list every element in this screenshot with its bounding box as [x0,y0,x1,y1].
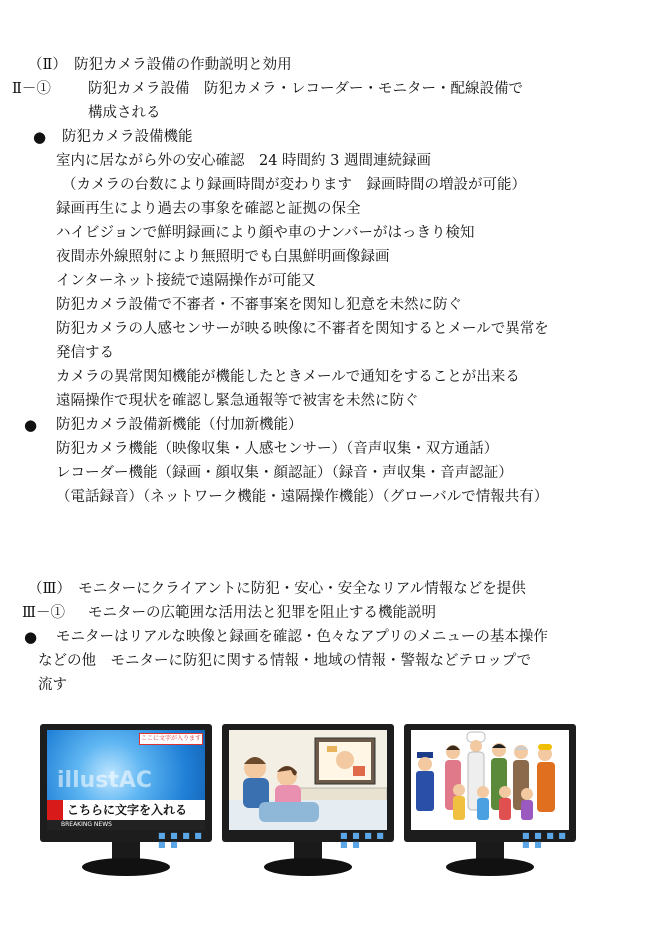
list-item: 防犯カメラの人感センサーが映る映像に不審者を関知するとメールで異常を [56,321,549,337]
monitor-screen [47,730,205,830]
community-people-illustration [411,730,569,830]
news-ticker: BREAKING NEWS [47,820,205,830]
brand-dots: ■ ■ ■ ■ ■ ■ [340,831,385,849]
watermark: illustAC [57,768,153,793]
list-item: （カメラの台数により録画時間が変わります 録画時間の増設が可能） [62,177,526,193]
list-item: 録画再生により過去の事象を確認と証拠の保全 [56,201,361,217]
brand-dots: ■ ■ ■ ■ ■ ■ [522,831,567,849]
list-item: 室内に居ながら外の安心確認 24 時間約 3 週間連続録画 [56,153,432,169]
section3-bullet-line1: モニターはリアルな映像と録画を確認・色々なアプリのメニューの基本操作 [56,629,548,645]
list-item: レコーダー機能（録画・顔収集・顔認証）（録音・声収集・音声認証） [56,465,513,481]
section3-sub-line: モニターの広範囲な活用法と犯罪を阻止する機能説明 [88,605,436,621]
section2-heading: （Ⅱ） 防犯カメラ設備の作動説明と効用 [28,57,292,73]
list-item: （電話録音）（ネットワーク機能・遠隔操作機能）（グローバルで情報共有） [56,489,549,505]
monitor-news [40,724,212,884]
screen-caption: こちらに文字を入れる [67,803,188,817]
list-item: ハイビジョンで鮮明録画により顔や車のナンバーがはっきり検知 [56,225,475,241]
monitor-base [82,858,170,876]
caption-accent [47,800,63,820]
monitor-base [446,858,534,876]
screen-top-label: ここに文字が入ります [139,733,203,745]
monitor-screen [229,730,387,830]
section3-sub-label: Ⅲ－① [22,605,65,621]
brand-dots: ■ ■ ■ ■ ■ ■ [158,831,203,849]
section3-bullet-line2: などの他 モニターに防犯に関する情報・地域の情報・警報などテロップで [38,653,532,669]
section2-sub-line2: 構成される [88,105,161,121]
list-item: インターネット接続で遠隔操作が可能又 [56,273,316,289]
monitor-screen [411,730,569,830]
monitor-family [222,724,394,884]
section2-sub-label: Ⅱ－① [12,81,51,97]
list-item: 夜間赤外線照射により無照明でも白黒鮮明画像録画 [56,249,390,265]
list-item: 遠隔操作で現状を確認し緊急通報等で被害を未然に防ぐ [56,393,419,409]
monitor-base [264,858,352,876]
section2-sub-line1: 防犯カメラ設備 防犯カメラ・レコーダー・モニター・配線設備で [88,81,523,97]
family-watching-tv-illustration [229,730,387,830]
section3-bullet-line3: 流す [38,677,67,693]
bullet2-title: 防犯カメラ設備新機能（付加新機能） [56,417,303,433]
list-item: 防犯カメラ機能（映像収集・人感センサー）（音声収集・双方通話） [56,441,499,457]
bullet1-title: 防犯カメラ設備機能 [62,129,193,145]
list-item: 防犯カメラ設備で不審者・不審事案を関知し犯意を未然に防ぐ [56,297,462,313]
bullet-icon: ● [33,128,47,146]
monitor-community [404,724,576,884]
bullet-icon: ● [24,628,38,646]
list-item: カメラの異常関知機能が機能したときメールで通知をすることが出来る [56,369,520,385]
bullet-icon: ● [24,416,38,434]
section3-heading: （Ⅲ） モニターにクライアントに防犯・安心・安全なリアル情報などを提供 [28,581,526,597]
list-item: 発信する [56,345,114,361]
